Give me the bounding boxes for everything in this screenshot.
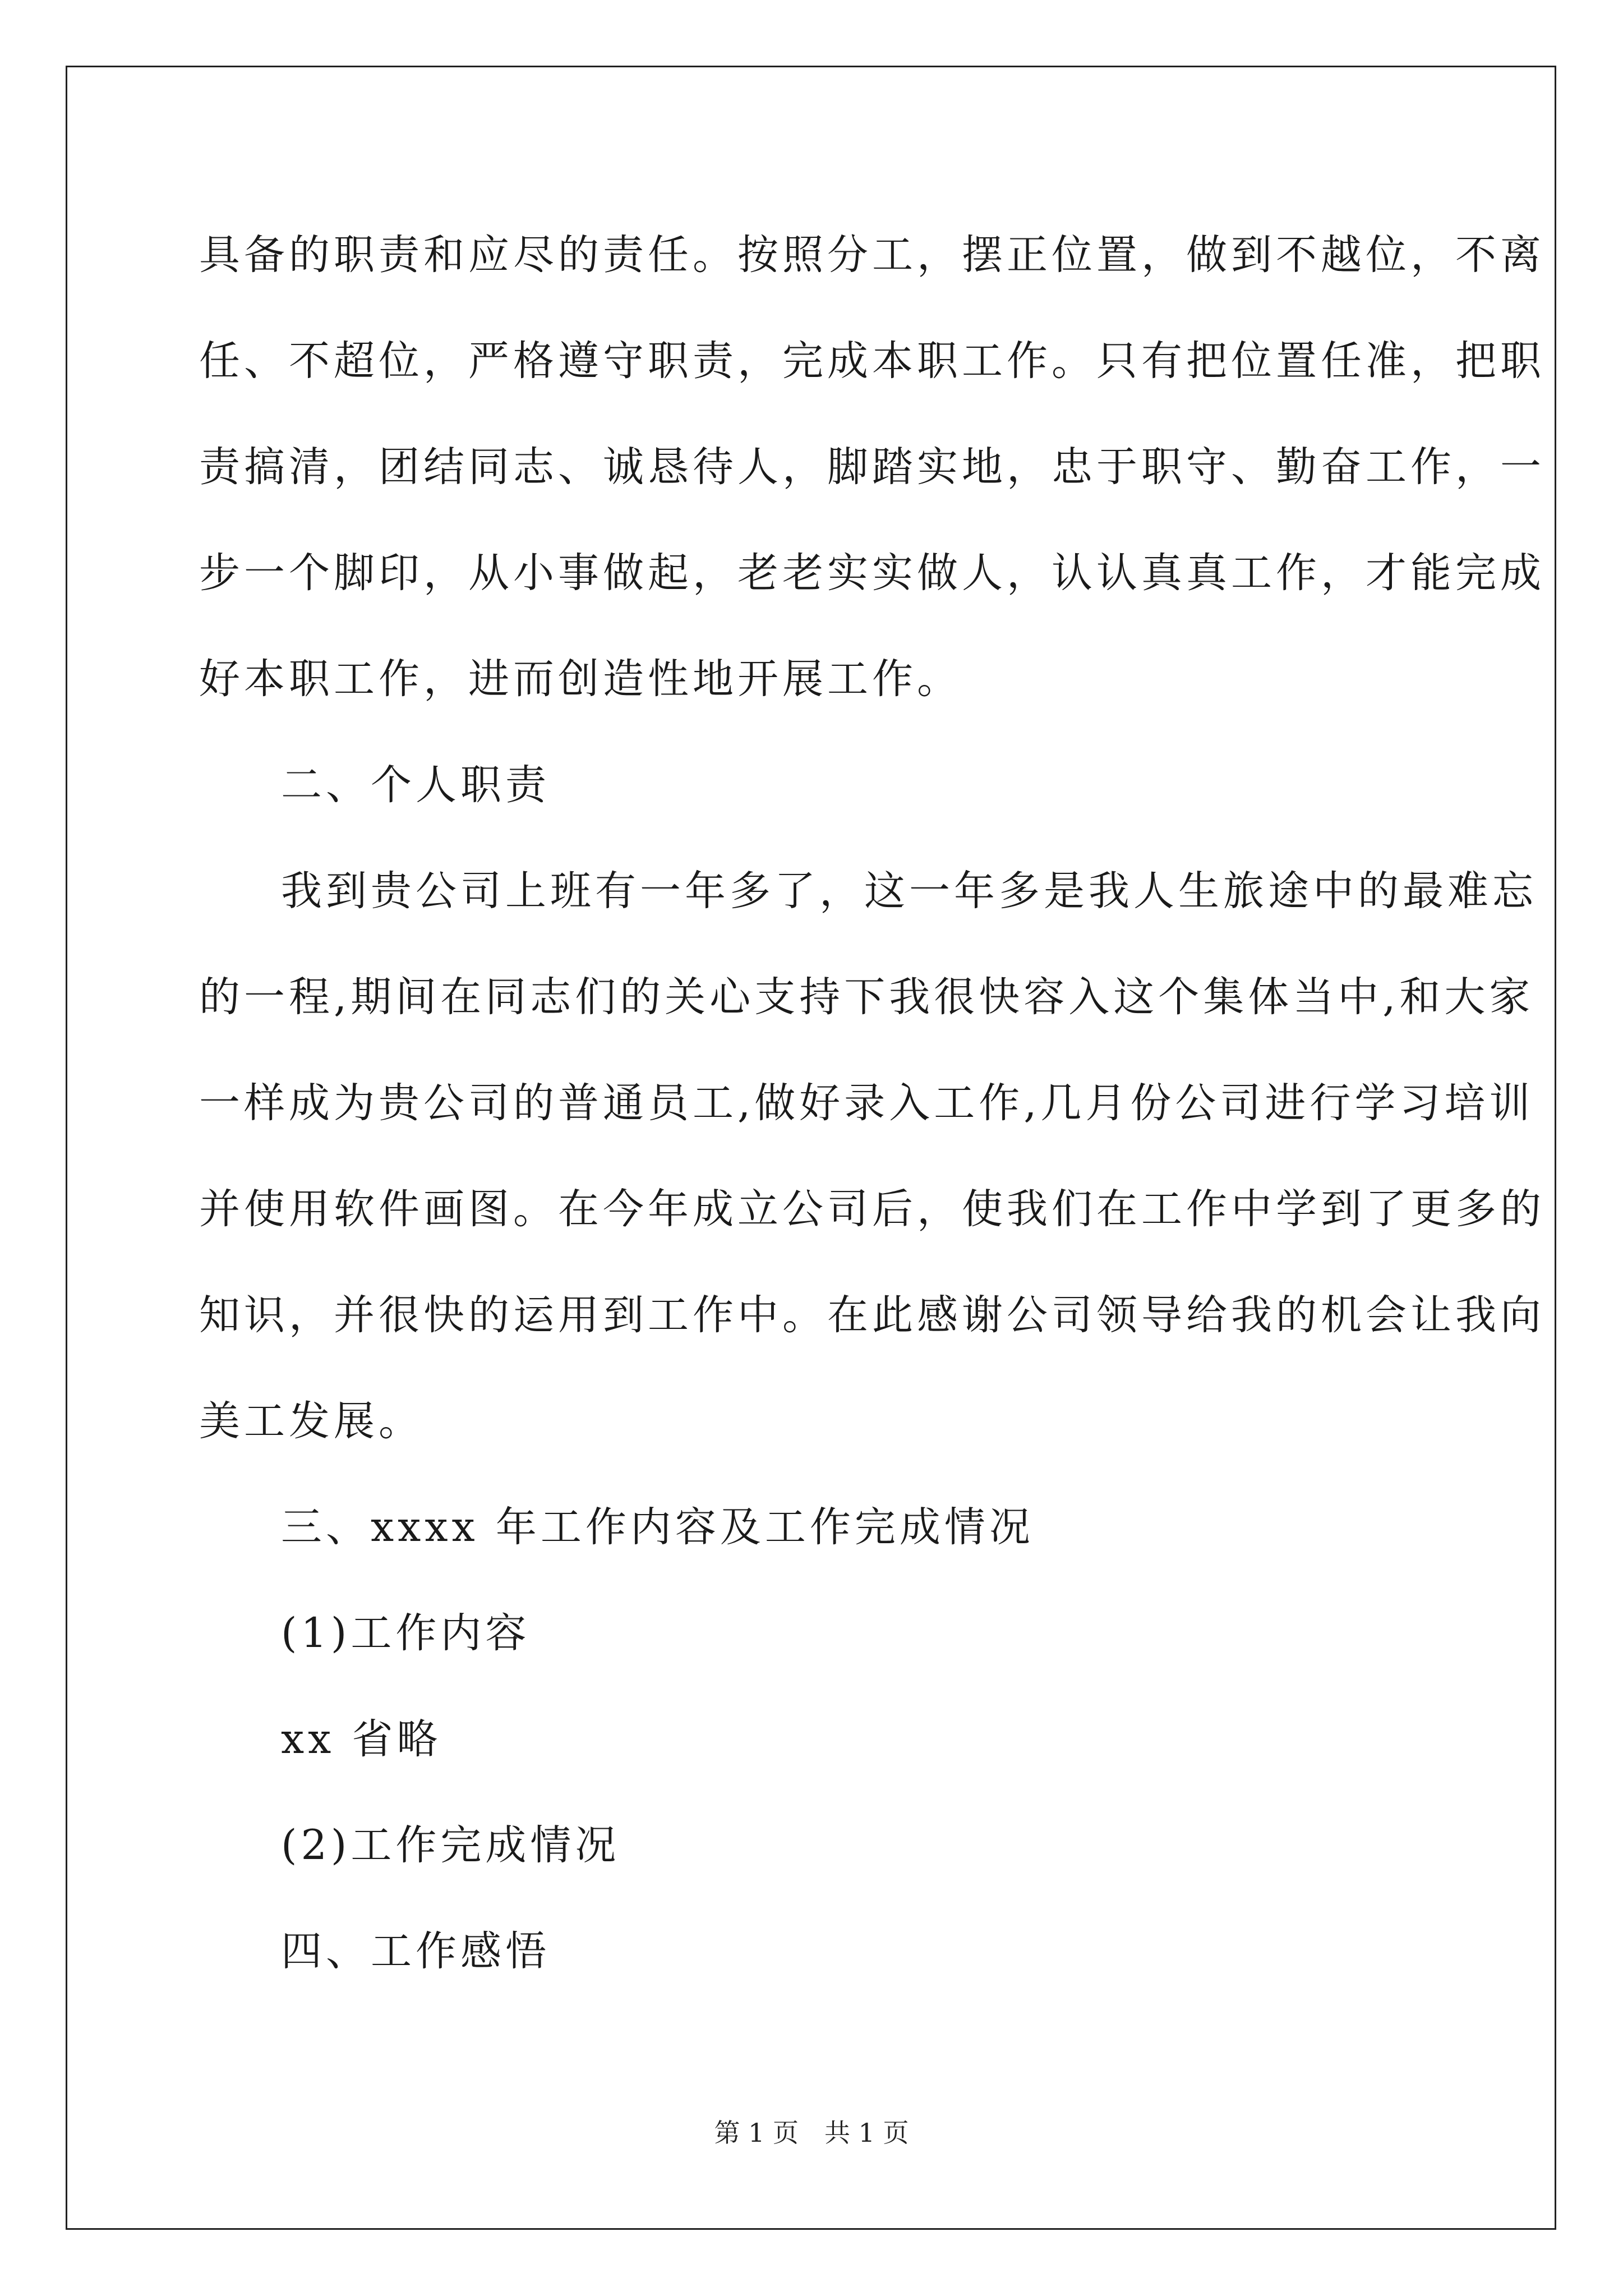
subheading-work-completion: (2)工作完成情况 (281, 1821, 620, 1869)
paragraph-1-line-4: 步一个脚印，从小事做起，老老实实做人，认认真真工作，才能完成 (199, 549, 1545, 597)
paragraph-2-line-4: 并使用软件画图。在今年成立公司后，使我们在工作中学到了更多的 (199, 1185, 1545, 1233)
document-body (199, 202, 1545, 2004)
paragraph-2-line-5: 知识，并很快的运用到工作中。在此感谢公司领导给我的机会让我向 (199, 1291, 1545, 1339)
section-heading-4: 四、工作感悟 (281, 1927, 550, 1975)
section-heading-2: 二、个人职责 (281, 761, 550, 809)
subheading-work-content: (1)工作内容 (281, 1609, 531, 1657)
section-heading-3: 三、xxxx 年工作内容及工作完成情况 (281, 1503, 1034, 1551)
paragraph-1-line-1: 具备的职责和应尽的责任。按照分工，摆正位置，做到不越位，不离 (199, 231, 1545, 279)
paragraph-2-line-1: 我到贵公司上班有一年多了，这一年多是我人生旅途中的最难忘 (281, 867, 1537, 915)
paragraph-1-line-3: 责搞清，团结同志、诚恳待人，脚踏实地，忠于职守、勤奋工作，一 (199, 443, 1545, 491)
paragraph-2-line-6: 美工发展。 (199, 1397, 423, 1445)
paragraph-2-line-3: 一样成为贵公司的普通员工,做好录入工作,几月份公司进行学习培训 (199, 1079, 1534, 1127)
paragraph-2-line-2: 的一程,期间在同志们的关心支持下我很快容入这个集体当中,和大家 (199, 973, 1534, 1021)
work-content-text: xx 省略 (281, 1715, 442, 1763)
paragraph-1-line-5: 好本职工作，进而创造性地开展工作。 (199, 655, 962, 703)
page-number-footer: 第 1 页 共 1 页 (714, 2118, 909, 2148)
paragraph-1-line-2: 任、不超位，严格遵守职责，完成本职工作。只有把位置任准，把职 (199, 337, 1545, 385)
